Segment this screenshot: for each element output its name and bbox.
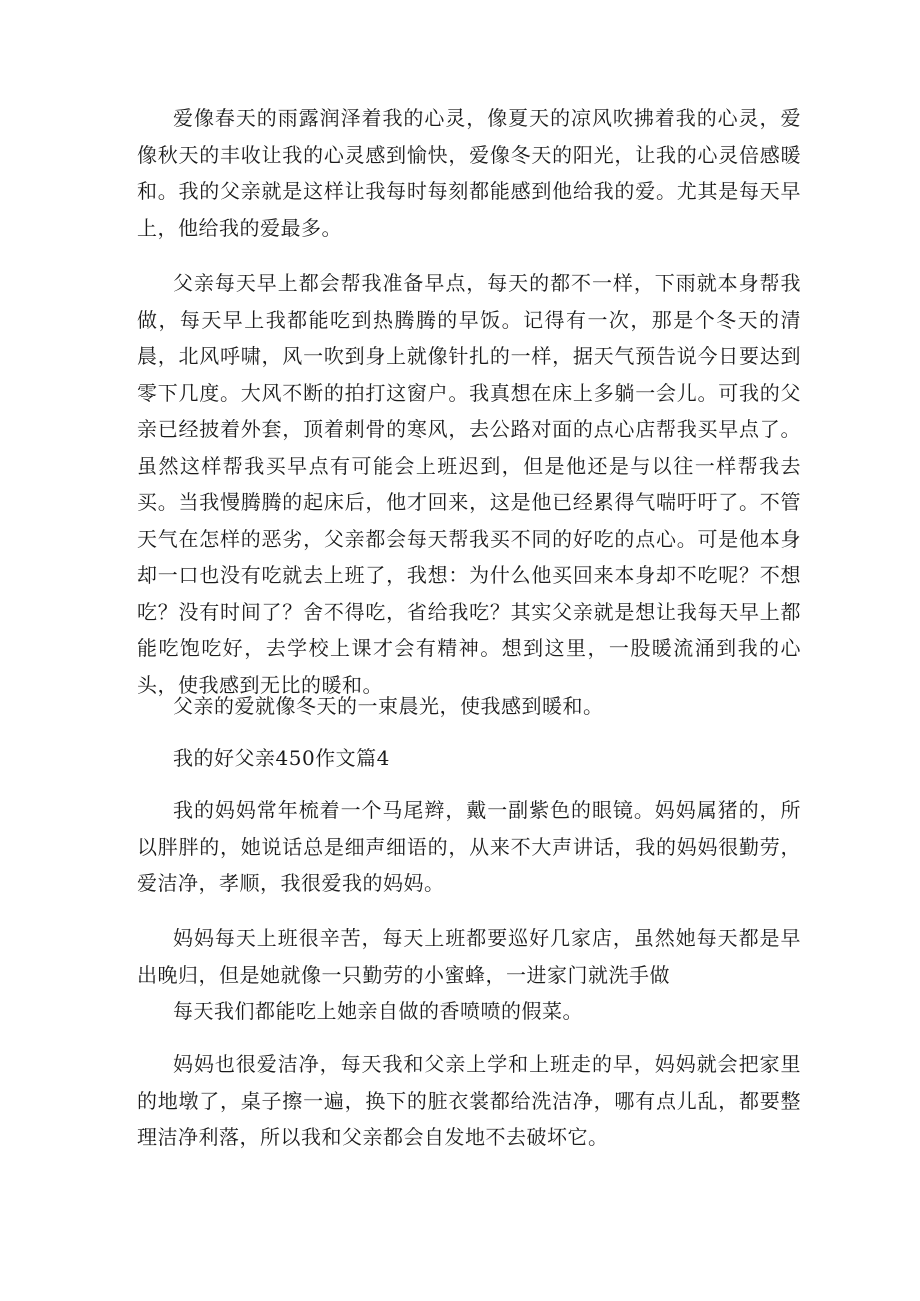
- section-heading: 我的好父亲450作文篇4: [173, 746, 390, 770]
- paragraph-father-love-summary: 父亲的爱就像冬天的一束晨光，使我感到暖和。: [173, 694, 604, 718]
- paragraph-mother-description: 我的妈妈常年梳着一个马尾辫，戴一副紫色的眼镜。妈妈属猪的，所以胖胖的，她说话总是细声细语的，从来不大声讲话，我的妈妈很勤劳，爱洁净，孝顺，我很爱我的妈妈。: [137, 798, 801, 895]
- paragraph-mother-clean: 妈妈也很爱洁净，每天我和父亲上学和上班走的早，妈妈就会把家里的地墩了，桌子擦一遍，换下的脏衣裳都给洗洁净，哪有点儿乱，都要整理洁净利落，所以我和父亲都会自发地不去破坏它。: [137, 1052, 801, 1149]
- paragraph-mother-cooking: 每天我们都能吃上她亲自做的香喷喷的假菜。: [173, 999, 583, 1023]
- paragraph-spring-love: 爱像春天的雨露润泽着我的心灵，像夏天的凉风吹拂着我的心灵，爱像秋天的丰收让我的心灵感到愉快，爱像冬天的阳光，让我的心灵倍感暖和。我的父亲就是这样让我每时每刻都能感到他给我的爱。尤其是每天早上，他给我的爱最多。: [137, 106, 801, 240]
- paragraph-father-breakfast: 父亲每天早上都会帮我准备早点，每天的都不一样，下雨就本身帮我做，每天早上我都能吃到热腾腾的早饭。记得有一次，那是个冬天的清晨，北风呼啸，风一吹到身上就像针扎的一样，据天气预告说今日要达到零下几度。大风不断的拍打这窗户。我真想在床上多躺一会儿。可我的父亲已经披着外套，顶着刺骨的寒风，去公路对面的点心店帮我买早点了。虽然这样帮我买早点有可能会上班迟到，但是他还是与以往一样帮我去买。当我慢腾腾的起床后，他才回来，这是他已经累得气喘吁吁了。不管天气在怎样的恶劣，父亲都会每天帮我买不同的好吃的点心。可是他本身却一口也没有吃就去上班了，我想：为什么他买回来本身却不吃呢？不想吃？没有时间了？舍不得吃，省给我吃？其实父亲就是想让我每天早上都能吃饱吃好，去学校上课才会有精神。想到这里，一股暖流涌到我的心头，使我感到无比的暖和。: [137, 271, 801, 697]
- paragraph-mother-work: 妈妈每天上班很辛苦，每天上班都要巡好几家店，虽然她每天都是早出晚归，但是她就像一只勤劳的小蜜蜂，一进家门就洗手做: [137, 926, 801, 987]
